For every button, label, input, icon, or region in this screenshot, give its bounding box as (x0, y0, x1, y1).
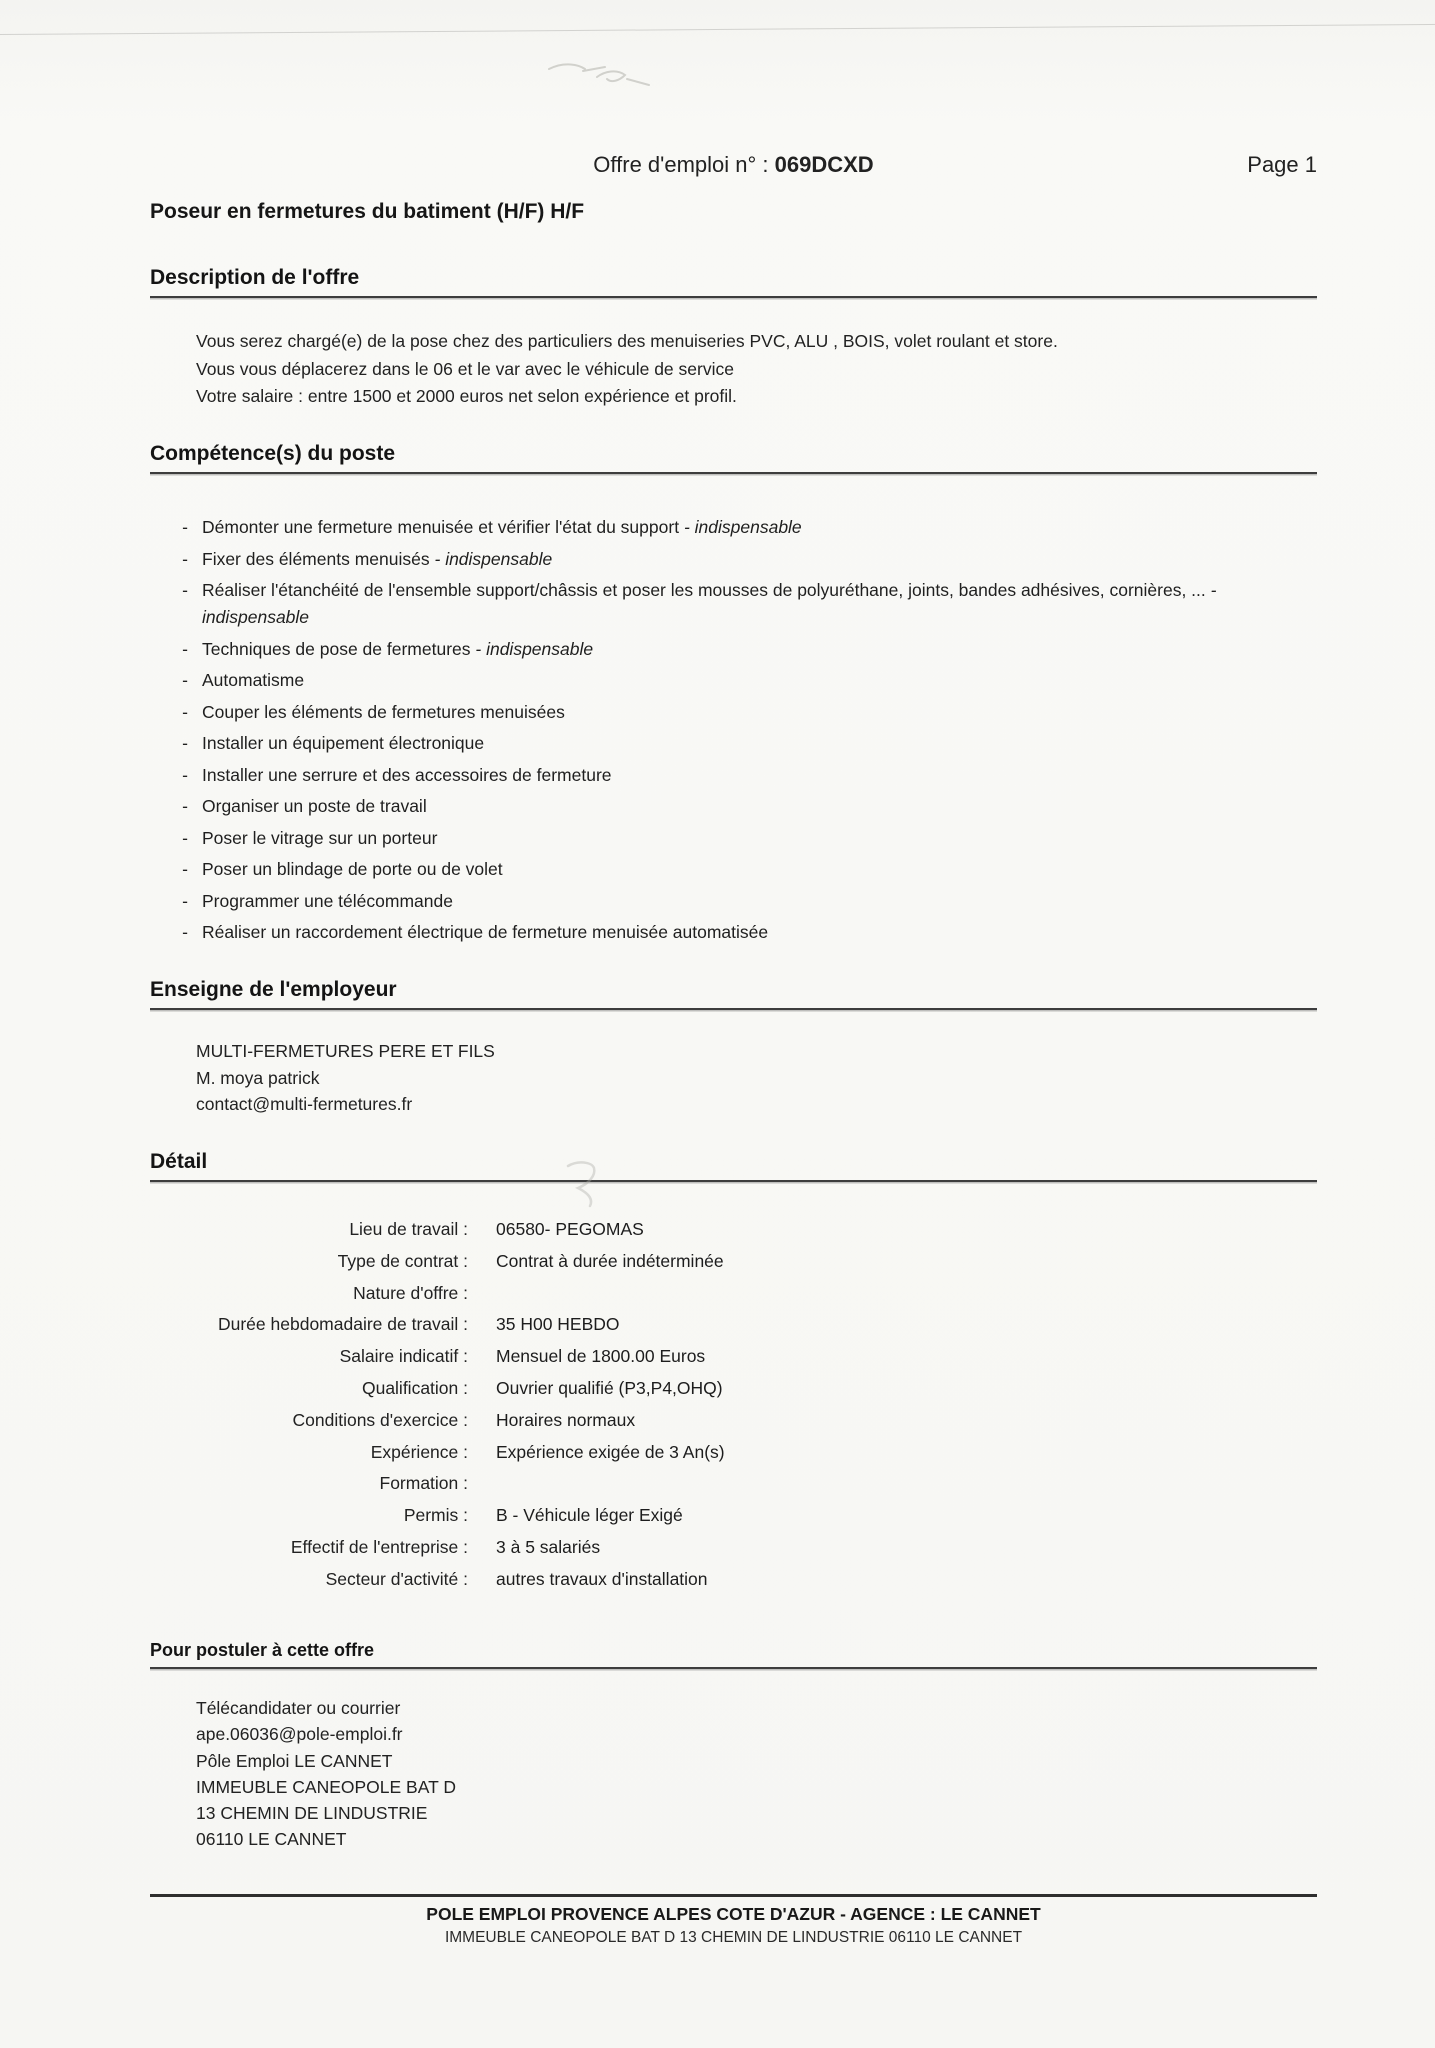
pencil-squiggle-mark (545, 55, 685, 95)
section-heading-competences: Compétence(s) du poste (150, 442, 1317, 474)
detail-value (468, 1278, 496, 1310)
detail-label: Salaire indicatif : (339, 1346, 468, 1367)
ink-smudge-mark (548, 1158, 618, 1213)
competence-note-wrap (430, 549, 553, 569)
section-heading-detail: Détail (150, 1150, 1317, 1182)
detail-row (150, 1309, 1100, 1341)
competence-text: Organiser un poste de travail (202, 796, 427, 816)
competence-note: indispensable (445, 548, 553, 569)
competence-text-wrap (202, 856, 1263, 883)
bullet-dash: - (182, 796, 188, 816)
detail-row (150, 1405, 1100, 1437)
bullet-dash: - (182, 670, 188, 690)
detail-value: Expérience exigée de 3 An(s) (496, 1441, 725, 1462)
competence-item (178, 636, 1263, 663)
competence-text: Démonter une fermeture menuisée et vérifier l'état du support (202, 517, 680, 537)
competence-text: Automatisme (202, 670, 305, 690)
employer-line: MULTI-FERMETURES PERE ET FILS (196, 1041, 495, 1061)
competence-text-wrap (202, 636, 1263, 663)
detail-label: Durée hebdomadaire de travail : (217, 1314, 468, 1335)
apply-line: Pôle Emploi LE CANNET (196, 1750, 393, 1771)
competence-text-wrap (202, 577, 1263, 631)
competence-item (178, 546, 1263, 573)
competence-item (178, 577, 1263, 631)
note-prefix: - (434, 548, 446, 569)
apply-line: Télécandidater ou courrier (196, 1698, 401, 1718)
employer-line: contact@multi-fermetures.fr (196, 1094, 413, 1114)
employer-line: M. moya patrick (196, 1067, 320, 1088)
employer-block (196, 1038, 495, 1118)
detail-value: 35 H00 HEBDO (496, 1314, 620, 1335)
detail-row (150, 1500, 1100, 1532)
description-line: Vous serez chargé(e) de la pose chez des particuliers des menuiseries PVC, ALU , BOIS, volet roulant et store. (196, 331, 1058, 351)
competence-text-wrap (202, 888, 1263, 915)
bullet-dash: - (182, 922, 188, 942)
bullet-dash: - (182, 580, 188, 600)
section-heading-apply: Pour postuler à cette offre (150, 1640, 1317, 1669)
competence-item (178, 919, 1263, 946)
competence-text-wrap (202, 730, 1263, 757)
detail-value (468, 1468, 496, 1500)
detail-label: Formation : (379, 1473, 468, 1494)
competence-note: indispensable (486, 638, 594, 659)
competence-note: indispensable (694, 517, 802, 537)
competence-text-wrap (202, 825, 1263, 852)
competence-text-wrap (202, 919, 1263, 946)
competence-text: Poser un blindage de porte ou de volet (202, 859, 503, 879)
bullet-dash: - (182, 859, 188, 879)
scan-artifact-line (0, 24, 1435, 35)
detail-value: Ouvrier qualifié (P3,P4,OHQ) (496, 1377, 723, 1398)
detail-row (150, 1214, 1100, 1246)
bullet-dash: - (182, 548, 188, 569)
detail-row (150, 1468, 1100, 1500)
detail-label: Permis : (403, 1505, 468, 1526)
detail-row (150, 1278, 1100, 1310)
apply-line: IMMEUBLE CANEOPOLE BAT D (196, 1776, 456, 1797)
detail-rows (150, 1214, 1100, 1596)
competence-text-wrap (202, 667, 1263, 694)
competence-text: Fixer des éléments menuisés (202, 548, 430, 569)
apply-line: 06110 LE CANNET (196, 1829, 347, 1850)
detail-value: Horaires normaux (496, 1409, 636, 1430)
competence-text: Installer une serrure et des accessoires de fermeture (202, 764, 612, 785)
note-prefix: - (475, 638, 487, 659)
detail-row (150, 1373, 1100, 1405)
competence-text: Programmer une télécommande (202, 890, 453, 911)
competence-text: Installer un équipement électronique (202, 733, 485, 753)
bullet-dash: - (182, 890, 188, 911)
page-number: Page 1 (1247, 152, 1317, 177)
competence-item (178, 825, 1263, 852)
competence-text: Poser le vitrage sur un porteur (202, 827, 438, 848)
detail-value: Contrat à durée indéterminée (496, 1250, 724, 1271)
detail-value: autres travaux d'installation (496, 1568, 708, 1589)
competence-text-wrap (202, 699, 1263, 726)
bullet-dash: - (182, 764, 188, 785)
detail-label: Nature d'offre : (353, 1282, 468, 1303)
bullet-dash: - (182, 701, 188, 722)
detail-value: Mensuel de 1800.00 Euros (496, 1346, 706, 1367)
detail-label: Secteur d'activité : (325, 1568, 468, 1589)
competence-text: Réaliser l'étanchéité de l'ensemble support/châssis et poser les mousses de polyuréthane, joints, bandes adhésives, cornières, ... (202, 580, 1206, 600)
section-heading-employer: Enseigne de l'employeur (150, 978, 1317, 1010)
detail-label: Conditions d'exercice : (292, 1409, 468, 1430)
detail-label: Lieu de travail : (349, 1219, 468, 1239)
bullet-dash: - (182, 638, 188, 659)
detail-value: 3 à 5 salariés (496, 1536, 601, 1557)
detail-value: 06580- PEGOMAS (496, 1219, 644, 1239)
bullet-dash: - (182, 827, 188, 848)
competence-text-wrap (202, 762, 1263, 789)
competence-text: Techniques de pose de fermetures (202, 638, 471, 659)
competence-note-wrap (679, 517, 802, 537)
offer-label: Offre d'emploi n° : (593, 152, 769, 177)
detail-label: Type de contrat : (337, 1250, 468, 1271)
description-paragraph (196, 328, 1058, 411)
competence-item (178, 730, 1263, 757)
note-prefix: - (683, 517, 695, 537)
competence-item (178, 762, 1263, 789)
apply-line: ape.06036@pole-emploi.fr (196, 1724, 403, 1745)
competence-item (178, 856, 1263, 883)
detail-row (150, 1341, 1100, 1373)
page-footer (150, 1894, 1317, 1947)
competences-list (178, 514, 1263, 951)
detail-value: B - Véhicule léger Exigé (496, 1505, 683, 1526)
page-header (150, 152, 1317, 182)
detail-label: Effectif de l'entreprise : (290, 1536, 468, 1557)
note-prefix: - (1210, 580, 1217, 600)
detail-label: Qualification : (361, 1377, 468, 1398)
competence-item (178, 888, 1263, 915)
bullet-dash: - (182, 517, 188, 537)
apply-line: 13 CHEMIN DE LINDUSTRIE (196, 1803, 428, 1824)
detail-row (150, 1564, 1100, 1596)
detail-row (150, 1532, 1100, 1564)
competence-item (178, 699, 1263, 726)
detail-row (150, 1437, 1100, 1469)
footer-address-line: IMMEUBLE CANEOPOLE BAT D 13 CHEMIN DE LINDUSTRIE 06110 LE CANNET (444, 1929, 1023, 1946)
competence-note: indispensable (202, 607, 310, 627)
detail-label: Expérience : (370, 1441, 468, 1462)
competence-note-wrap (471, 639, 594, 659)
job-title: Poseur en fermetures du batiment (H/F) H/F (150, 200, 585, 223)
competence-text: Couper les éléments de fermetures menuisées (202, 701, 565, 722)
detail-row (150, 1246, 1100, 1278)
description-line: Vous vous déplacerez dans le 06 et le var avec le véhicule de service (196, 358, 734, 379)
competence-text-wrap (202, 514, 1263, 541)
competence-item (178, 667, 1263, 694)
competence-text: Réaliser un raccordement électrique de fermeture menuisée automatisée (202, 922, 769, 942)
offer-number-line (150, 152, 1317, 178)
section-heading-description: Description de l'offre (150, 266, 1317, 298)
competence-item (178, 793, 1263, 820)
bullet-dash: - (182, 733, 188, 753)
competence-text-wrap (202, 793, 1263, 820)
apply-block (196, 1695, 456, 1853)
footer-agency-line: POLE EMPLOI PROVENCE ALPES COTE D'AZUR - AGENCE : LE CANNET (426, 1904, 1041, 1924)
competence-item (178, 514, 1263, 541)
offer-number: 069DCXD (774, 152, 874, 177)
description-line: Votre salaire : entre 1500 et 2000 euros net selon expérience et profil. (196, 386, 737, 406)
competence-text-wrap (202, 546, 1263, 573)
